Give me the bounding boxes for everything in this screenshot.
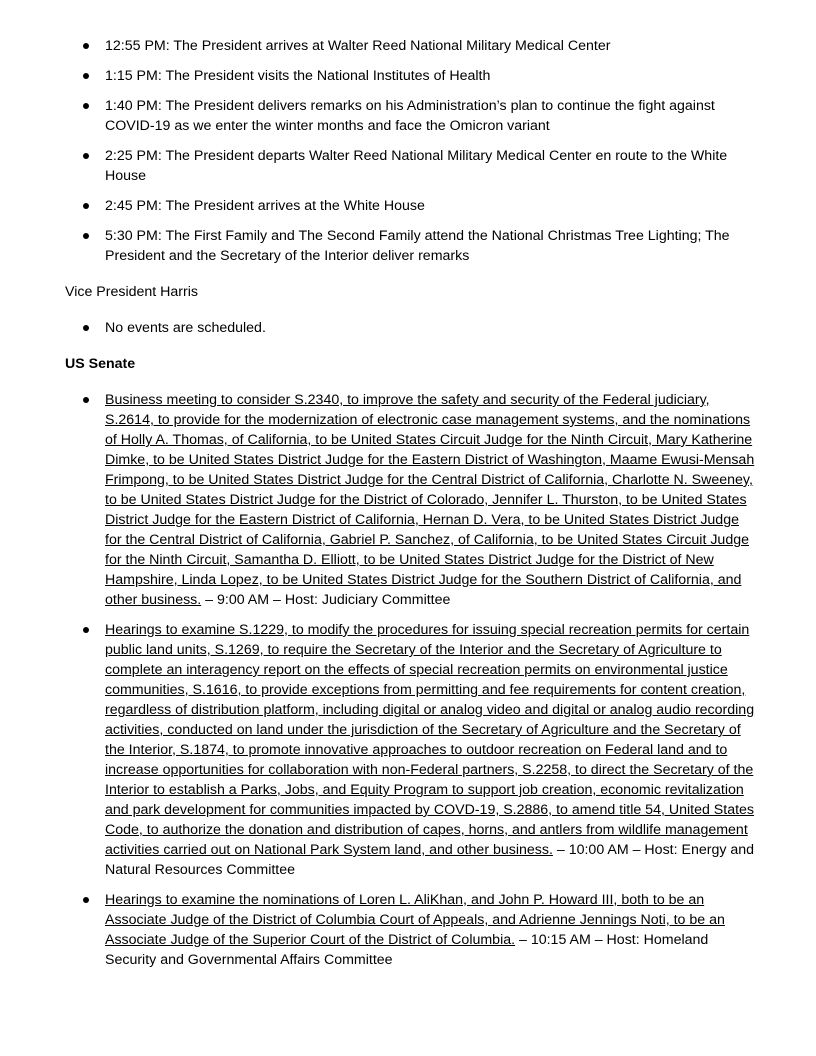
list-item	[105, 66, 755, 86]
list-item	[105, 146, 755, 186]
list-item	[105, 196, 755, 216]
list-item-text: No events are scheduled.	[105, 320, 266, 336]
senate-event-item	[105, 620, 755, 880]
list-item-text: 1:15 PM: The President visits the National Institutes of Health	[105, 68, 491, 84]
president-schedule-list	[65, 36, 755, 266]
list-item	[105, 36, 755, 56]
senate-event-link[interactable]: Business meeting to consider S.2340, to improve the safety and security of the Federal judiciary, S.2614, to provide for the modernization of electronic case management systems, and the nominations of Holly A. Thomas, of California, to be United States Circuit Judge for the Ninth Circuit, Mary Katherine Dimke, to be United States District Judge for the Eastern District of Washington, Maame Ewusi-Mensah Frimpong, to be United States District Judge for the Central District of California, Charlotte N. Sweeney, to be United States District Judge for the District of Colorado, Jennifer L. Thurston, to be United States District Judge for the Eastern District of California, Hernan D. Vera, to be United States District Judge for the Central District of California, Gabriel P. Sanchez, of California, to be United States Circuit Judge for the Ninth Circuit, Samantha D. Elliott, to be United States District Judge for the District of New Hampshire, Linda Lopez, to be United States District Judge for the Southern District of California, and other business.	[105, 392, 755, 608]
senate-event-details: – 10:15 AM – Host: Homeland Security and Governmental Affairs Committee	[105, 932, 709, 968]
senate-heading: US Senate	[65, 356, 136, 372]
senate-event-item	[105, 890, 755, 970]
list-item	[105, 226, 755, 266]
document-page	[65, 36, 755, 980]
vice-president-list	[65, 318, 755, 338]
senate-events-list	[65, 390, 755, 970]
list-item-text: 2:25 PM: The President departs Walter Reed National Military Medical Center en route to the White House	[105, 148, 728, 184]
senate-event-link[interactable]: Hearings to examine S.1229, to modify the procedures for issuing special recreation permits for certain public land units, S.1269, to require the Secretary of the Interior and the Secretary of Agriculture to complete an interagency report on the effects of special recreation permits on environmental justice communities, S.1616, to provide exceptions from permitting and fee requirements for content creation, regardless of distribution platform, including digital or analog video and digital or analog audio recording activities, conducted on land under the jurisdiction of the Secretary of Agriculture and the Secretary of the Interior, S.1874, to promote innovative approaches to outdoor recreation on Federal land and to increase opportunities for collaboration with non-Federal partners, S.2258, to direct the Secretary of the Interior to establish a Parks, Jobs, and Equity Program to support job creation, economic revitalization and park development for communities impacted by COVD-19, S.2886, to amend title 54, United States Code, to authorize the donation and distribution of capes, horns, and antlers from wildlife management activities carried out on National Park System land, and other business.	[105, 622, 755, 858]
senate-event-link[interactable]: Hearings to examine the nominations of Loren L. AliKhan, and John P. Howard III, both to be an Associate Judge of the District of Columbia Court of Appeals, and Adrienne Jennings Noti, to be an Associate Judge of the Superior Court of the District of Columbia.	[105, 892, 725, 948]
senate-event-details: – 9:00 AM – Host: Judiciary Committee	[201, 592, 451, 608]
list-item-text: 12:55 PM: The President arrives at Walter Reed National Military Medical Center	[105, 38, 611, 54]
senate-event-item	[105, 390, 755, 610]
list-item	[105, 318, 755, 338]
list-item-text: 2:45 PM: The President arrives at the White House	[105, 198, 425, 214]
vice-president-heading: Vice President Harris	[65, 284, 198, 300]
list-item-text: 5:30 PM: The First Family and The Second Family attend the National Christmas Tree Lighting; The President and the Secretary of the Interior deliver remarks	[105, 228, 730, 264]
list-item-text: 1:40 PM: The President delivers remarks on his Administration’s plan to continue the fight against COVID-19 as we enter the winter months and face the Omicron variant	[105, 98, 715, 134]
senate-event-details: – 10:00 AM – Host: Energy and Natural Resources Committee	[105, 842, 755, 878]
list-item	[105, 96, 755, 136]
